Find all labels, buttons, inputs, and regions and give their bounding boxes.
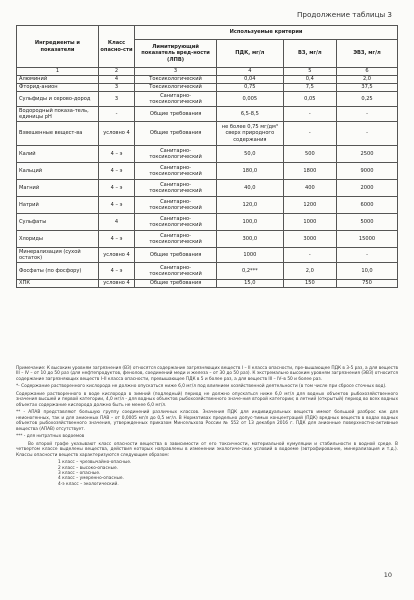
lpv-cell: Санитарно-токсикологический [135, 231, 217, 248]
table-row [17, 180, 398, 197]
hazard-class-list [16, 460, 398, 487]
class-cell: условно 4 [98, 122, 134, 146]
lpv-cell: Санитарно-токсикологический [135, 197, 217, 214]
header-evz: ЭВЗ, мг/л [337, 40, 398, 68]
evz-cell: 6000 [337, 197, 398, 214]
lpv-cell: Санитарно-токсикологический [135, 214, 217, 231]
vz-cell: 0,4 [283, 76, 336, 84]
ingredient-cell: Взвешенные вещест-ва [17, 122, 99, 146]
table-row [17, 231, 398, 248]
criteria-table [16, 25, 398, 288]
pdk-cell: 120,0 [217, 197, 284, 214]
evz-cell: 2000 [337, 180, 398, 197]
pdk-cell: 40,0 [217, 180, 284, 197]
column-number: 4 [217, 68, 284, 76]
evz-cell: 5000 [337, 214, 398, 231]
ingredient-cell: Фосфаты (по фосфору) [17, 263, 99, 280]
pdk-cell: 0,04 [217, 76, 284, 84]
pdk-cell: 0,005 [217, 92, 284, 107]
vz-cell: 1200 [283, 197, 336, 214]
vz-cell: 0,05 [283, 92, 336, 107]
ingredient-cell: Хлориды [17, 231, 99, 248]
class-cell: 4 [98, 76, 134, 84]
evz-cell: - [337, 248, 398, 263]
ingredient-cell: Сульфиды и серово-дород [17, 92, 99, 107]
table-row [17, 92, 398, 107]
ingredient-cell: Калий [17, 146, 99, 163]
vz-cell: 400 [283, 180, 336, 197]
pdk-cell: 100,0 [217, 214, 284, 231]
lpv-cell: Общие требования [135, 107, 217, 122]
class-cell: 4 – э [98, 231, 134, 248]
table-row [17, 163, 398, 180]
vz-cell: - [283, 248, 336, 263]
note-paragraph: Содержание растворенного в воде кислорода в зимний (подледный) период не должно опускаться ниже 6,0 мг/л для водных объектов рыбохозяйственного значения высшей и первой категории, 4,0 мг/л - для водных объектов рыбохозяйственного значе-ния второй категории; в летний (открытый) период во всех водных объектах содержание кислорода должно быть не менее 6,0 мг/л. [16, 392, 398, 408]
class-cell: условно 4 [98, 248, 134, 263]
lpv-cell: Общие требования [135, 280, 217, 288]
lpv-cell: Санитарно-токсикологический [135, 180, 217, 197]
column-number: 2 [98, 68, 134, 76]
list-item: 4 класс – умеренно-опасные. [58, 476, 124, 482]
ingredient-cell: ХПК [17, 280, 99, 288]
header-vz: ВЗ, мг/л [283, 40, 336, 68]
lpv-cell: Санитарно-токсикологический [135, 92, 217, 107]
vz-cell: 7,5 [283, 84, 336, 92]
ingredient-cell: Минерализация (сухой остаток) [17, 248, 99, 263]
vz-cell: - [283, 122, 336, 146]
vz-cell: 1000 [283, 214, 336, 231]
vz-cell: 500 [283, 146, 336, 163]
header-ingredients: Ингредиенты и показатели [17, 26, 99, 68]
pdk-cell: 50,0 [217, 146, 284, 163]
note-paragraph: Во второй графе указывают класс опасности вещества в зависимости от его токсичности, материальной кумуляции и стабильности в водной среде. В четвертом классе выделены вещества, действия которых направлены в изменении экологиче-ских условий в водоеме (эвтрофирование, минерализация и т.д.). Классы опасности веществ характеризуются следующим образом: [16, 441, 398, 458]
evz-cell: 2,0 [337, 76, 398, 84]
note-paragraph: ** - АПАВ представляют большую группу соединений различных классов. Значения ПДК для индивидуальных веществ имеют большой разброс как для неионогенных, так и для анионных ПАВ – от 0,0005 мг/л до 0,5 мг/л. В Нормативах предельно допус-тимых концентраций (ПДК) вредных веществ в водах водных объектов рыбохозяйственного значения, утвержденных приказом Минсельхоза России № 552 от 13 декабря 2016 г. ПДК для анионные поверхностно-активные вещества (АПАВ) отсутствует. [16, 410, 398, 432]
table-row [17, 146, 398, 163]
continuation-title: Продолжение таблицы 3 [296, 10, 392, 19]
ingredient-cell: Алюминий [17, 76, 99, 84]
lpv-cell: Санитарно-токсикологический [135, 263, 217, 280]
class-cell: условно 4 [98, 280, 134, 288]
pdk-cell: 1000 [217, 248, 284, 263]
lpv-cell: Общие требования [135, 122, 217, 146]
header-class: Класс опасно-сти [98, 26, 134, 68]
class-cell: 3 [98, 84, 134, 92]
column-number: 1 [17, 68, 99, 76]
class-cell: - [98, 107, 134, 122]
list-item: 2 класс – высоко-опасные. [58, 465, 119, 471]
column-number: 3 [135, 68, 217, 76]
table-row [17, 84, 398, 92]
ingredient-cell: Магний [17, 180, 99, 197]
header-pdk: ПДК, мг/л [217, 40, 284, 68]
class-cell: 4 – э [98, 180, 134, 197]
evz-cell: 2500 [337, 146, 398, 163]
ingredient-cell: Сульфаты [17, 214, 99, 231]
ingredient-cell: Фторид-анион [17, 84, 99, 92]
table-row [17, 76, 398, 84]
ingredient-cell: Кальций [17, 163, 99, 180]
class-cell: 4 – э [98, 163, 134, 180]
pdk-cell: 6,5-8,5 [217, 107, 284, 122]
pdk-cell: 180,0 [217, 163, 284, 180]
class-cell: 4 – э [98, 146, 134, 163]
ingredient-cell: Натрий [17, 197, 99, 214]
column-number: 6 [337, 68, 398, 76]
vz-cell: 3000 [283, 231, 336, 248]
header-used-criteria: Используемые критерии [135, 26, 398, 40]
note-paragraph: *** - для нитратных водоемов [16, 434, 85, 440]
note-paragraph: Примечание: К высоким уровням загрязнения (ВЗ) относятся содержание загрязняющих веществ I – II класса опасности, пре-вышающее ПДК в 3-5 раз, а для веществ III – IV – от 10 до 50 раз (для нефтепродуктов, фенолов, соединений меди и железа – от 30 до 50 раз). К экстремально высоким уровням загрязнения (ЭВЗ) относится содержание загрязняющих веществ I–II класса опасности, превышающее ПДК в 5 и более раз, а для веществ III – IV–в 50 и более раз. [16, 366, 398, 382]
list-item: 1 класс – чрезвычайно-опасные. [58, 460, 132, 466]
table-row [17, 197, 398, 214]
table-row [17, 214, 398, 231]
vz-cell: 2,0 [283, 263, 336, 280]
note-paragraph: *- Содержание растворенного кислорода не должно опускаться ниже 6,0 мг/л под влиянием хозяйственной деятельности (в том числе при сбросе сточных вод). [16, 384, 387, 390]
class-cell: 4 – э [98, 197, 134, 214]
list-item: 4-э класс – экологический. [58, 481, 119, 487]
table-row [17, 248, 398, 263]
pdk-cell: 300,0 [217, 231, 284, 248]
list-item: 3 класс – опасные. [58, 471, 101, 477]
evz-cell: 0,25 [337, 92, 398, 107]
pdk-cell: не более 0,75 мг/дм³ сверх природного содержания [217, 122, 284, 146]
table-row [17, 263, 398, 280]
class-cell: 3 [98, 92, 134, 107]
evz-cell: 15000 [337, 231, 398, 248]
lpv-cell: Токсикологический [135, 76, 217, 84]
header-lpv: Лимитирующий показатель вред-ности (ЛПВ) [135, 40, 217, 68]
pdk-cell: 0,75 [217, 84, 284, 92]
page-number: 10 [383, 571, 392, 579]
pdk-cell: 0,2*** [217, 263, 284, 280]
table-row [17, 107, 398, 122]
evz-cell: 9000 [337, 163, 398, 180]
evz-cell: 750 [337, 280, 398, 288]
vz-cell: - [283, 107, 336, 122]
lpv-cell: Общие требования [135, 248, 217, 263]
table-row [17, 280, 398, 288]
lpv-cell: Санитарно-токсикологический [135, 163, 217, 180]
pdk-cell: 15,0 [217, 280, 284, 288]
lpv-cell: Токсикологический [135, 84, 217, 92]
evz-cell: 10,0 [337, 263, 398, 280]
notes-section [16, 366, 398, 487]
lpv-cell: Санитарно-токсикологический [135, 146, 217, 163]
vz-cell: 150 [283, 280, 336, 288]
column-number: 5 [283, 68, 336, 76]
class-cell: 4 [98, 214, 134, 231]
class-cell: 4 – э [98, 263, 134, 280]
ingredient-cell: Водородный показа-тель, единицы pH [17, 107, 99, 122]
evz-cell: - [337, 122, 398, 146]
evz-cell: 37,5 [337, 84, 398, 92]
vz-cell: 1800 [283, 163, 336, 180]
table-row [17, 122, 398, 146]
evz-cell: - [337, 107, 398, 122]
